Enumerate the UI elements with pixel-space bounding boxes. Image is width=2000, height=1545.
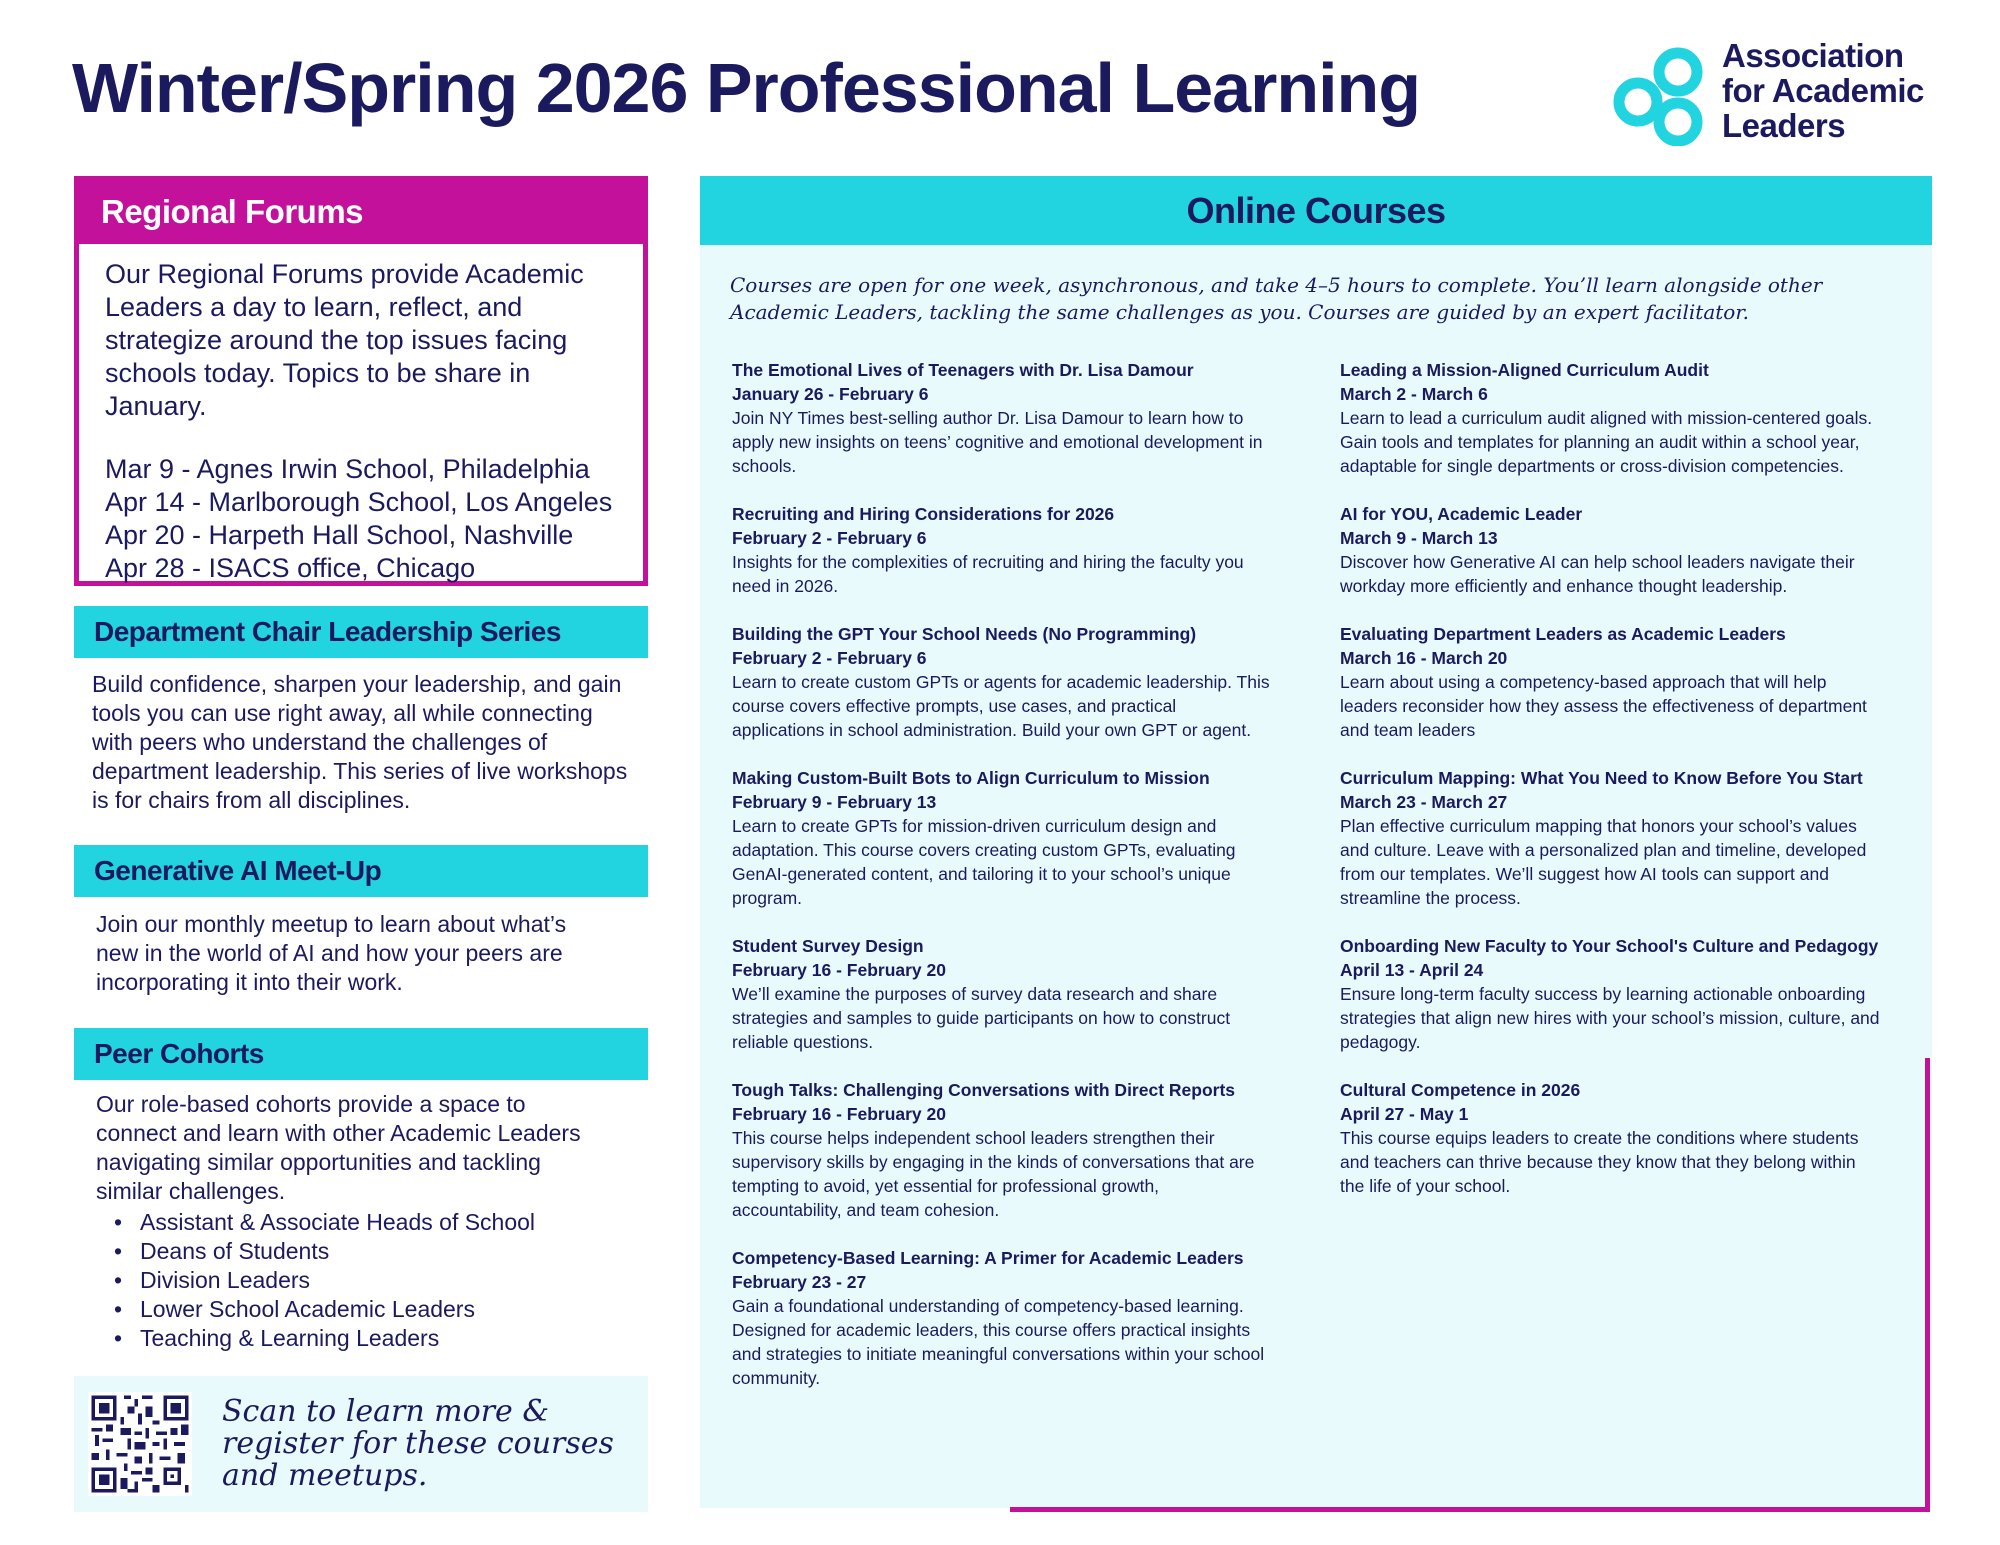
course-description: Plan effective curriculum mapping that honors your school’s values and culture. Leave with a personalized plan and timeline, developed from our templates. We’ll suggest how AI tools can support and streamline the process.	[1340, 816, 1867, 908]
course-dates: March 23 - March 27	[1340, 792, 1508, 812]
course-dates: February 16 - February 20	[732, 960, 946, 980]
course-item[interactable]	[732, 622, 1272, 742]
course-item[interactable]	[1340, 766, 1880, 910]
logo-line: Leaders	[1722, 107, 1846, 144]
course-description: Ensure long-term faculty success by learning actionable onboarding strategies that align new hires with your school’s mission, culture, and pedagogy.	[1340, 984, 1880, 1052]
forum-event: Apr 14 - Marlborough School, Los Angeles	[105, 487, 613, 517]
course-description: This course helps independent school leaders strengthen their supervisory skills by engaging in the kinds of conversations that are tempting to avoid, yet essential for professional growth, accountability, and team cohesion.	[732, 1128, 1255, 1220]
peer-cohorts-description: Our role-based cohorts provide a space to connect and learn with other Academic Leaders navigating similar opportunities and tackling similar challenges.	[96, 1091, 581, 1204]
organization-logo[interactable]	[1610, 38, 1950, 148]
dept-chair-description: Build confidence, sharpen your leadership, and gain tools you can use right away, all while connecting with peers who understand the challenges of department leadership. This series of live workshops is for chairs from all disciplines.	[92, 671, 628, 813]
regional-forums-description: Our Regional Forums provide Academic Leaders a day to learn, reflect, and strategize around the top issues facing schools today. Topics to be share in January.	[105, 259, 584, 421]
course-description: Discover how Generative AI can help school leaders navigate their workday more efficiently and enhance thought leadership.	[1340, 552, 1855, 596]
course-title: AI for YOU, Academic Leader	[1340, 504, 1583, 524]
online-courses-intro: Courses are open for one week, asynchronous, and take 4–5 hours to complete. You’ll learn alongside other Academic Leaders, tackling the same challenges as you. Courses are guided by an expert facilitator.	[730, 273, 1823, 324]
course-title: Tough Talks: Challenging Conversations with Direct Reports	[732, 1080, 1236, 1100]
page-title: Winter/Spring 2026 Professional Learning	[72, 49, 1421, 127]
qr-panel	[74, 1376, 648, 1512]
list-item: • Deans of Students	[96, 1237, 606, 1266]
course-item[interactable]	[1340, 622, 1880, 742]
course-item[interactable]	[1340, 934, 1880, 1054]
genai-description: Join our monthly meetup to learn about what’s new in the world of AI and how your peers are incorporating it into their work.	[96, 911, 567, 995]
peer-cohorts-body	[96, 1090, 606, 1353]
regional-forums-heading: Regional Forums	[79, 181, 643, 244]
online-courses-section	[700, 176, 1932, 1508]
course-column-left	[732, 358, 1272, 1414]
list-item: • Division Leaders	[96, 1266, 606, 1295]
logo-text	[1722, 38, 1924, 143]
course-item[interactable]	[732, 1078, 1272, 1222]
course-dates: March 9 - March 13	[1340, 528, 1498, 548]
peer-cohorts-heading: Peer Cohorts	[74, 1028, 648, 1080]
course-title: Evaluating Department Leaders as Academic Leaders	[1340, 624, 1786, 644]
cohort-list	[96, 1208, 606, 1353]
course-title: Building the GPT Your School Needs (No Programming)	[732, 624, 1197, 644]
course-title: The Emotional Lives of Teenagers with Dr. Lisa Damour	[732, 360, 1194, 380]
course-description: Learn about using a competency-based approach that will help leaders reconsider how they assess the effectiveness of department and team leaders	[1340, 672, 1867, 740]
course-item[interactable]	[732, 1246, 1272, 1390]
list-item: • Lower School Academic Leaders	[96, 1295, 606, 1324]
course-item[interactable]	[732, 358, 1272, 478]
accent-line-vertical	[1925, 1058, 1930, 1512]
course-title: Competency-Based Learning: A Primer for Academic Leaders	[732, 1248, 1244, 1268]
course-item[interactable]	[1340, 1078, 1880, 1198]
course-title: Onboarding New Faculty to Your School's Culture and Pedagogy	[1340, 936, 1879, 956]
course-dates: February 23 - 27	[732, 1272, 867, 1292]
list-item: • Teaching & Learning Leaders	[96, 1324, 606, 1353]
course-item[interactable]	[732, 766, 1272, 910]
forum-event: Apr 20 - Harpeth Hall School, Nashville	[105, 520, 574, 550]
course-description: Learn to lead a curriculum audit aligned with mission-centered goals. Gain tools and templates for planning an audit within a school year, adaptable for single departments or cross-division competencies.	[1340, 408, 1873, 476]
association-logo-mark-icon	[1610, 40, 1710, 146]
course-title: Leading a Mission-Aligned Curriculum Audit	[1340, 360, 1709, 380]
accent-line-horizontal	[1010, 1507, 1930, 1512]
course-description: Insights for the complexities of recruiting and hiring the faculty you need in 2026.	[732, 552, 1244, 596]
course-description: This course equips leaders to create the conditions where students and teachers can thrive because they know that they belong within the life of your school.	[1340, 1128, 1859, 1196]
course-dates: January 26 - February 6	[732, 384, 929, 404]
logo-line: for Academic	[1722, 72, 1924, 109]
course-title: Student Survey Design	[732, 936, 924, 956]
course-title: Cultural Competence in 2026	[1340, 1080, 1581, 1100]
course-description: Join NY Times best-selling author Dr. Lisa Damour to learn how to apply new insights on teens’ cognitive and emotional development in schools.	[732, 408, 1263, 476]
forum-event: Mar 9 - Agnes Irwin School, Philadelphia	[105, 454, 590, 484]
regional-forums-body	[79, 244, 643, 585]
course-column-right	[1340, 358, 1880, 1222]
course-dates: March 16 - March 20	[1340, 648, 1508, 668]
course-item[interactable]	[1340, 502, 1880, 598]
course-dates: March 2 - March 6	[1340, 384, 1488, 404]
dept-chair-heading: Department Chair Leadership Series	[74, 606, 648, 658]
online-courses-heading: Online Courses	[700, 176, 1932, 245]
course-dates: February 16 - February 20	[732, 1104, 946, 1124]
course-dates: February 2 - February 6	[732, 648, 927, 668]
qr-caption: Scan to learn more & register for these courses and meetups.	[222, 1394, 614, 1493]
logo-line: Association	[1722, 37, 1904, 74]
course-item[interactable]	[732, 934, 1272, 1054]
course-dates: April 13 - April 24	[1340, 960, 1484, 980]
course-description: Gain a foundational understanding of competency-based learning. Designed for academic leaders, this course offers practical insights and strategies to initiate meaningful conversations within your school community.	[732, 1296, 1265, 1388]
course-dates: April 27 - May 1	[1340, 1104, 1469, 1124]
course-item[interactable]	[1340, 358, 1880, 478]
list-item: • Assistant & Associate Heads of School	[96, 1208, 606, 1237]
course-title: Making Custom-Built Bots to Align Curriculum to Mission	[732, 768, 1210, 788]
course-dates: February 2 - February 6	[732, 528, 927, 548]
course-title: Curriculum Mapping: What You Need to Know Before You Start	[1340, 768, 1863, 788]
course-description: Learn to create GPTs for mission-driven curriculum design and adaptation. This course covers creating custom GPTs, evaluating GenAI-generated content, and tailoring it to your school’s unique program.	[732, 816, 1236, 908]
course-dates: February 9 - February 13	[732, 792, 937, 812]
regional-forums-section	[74, 176, 648, 586]
qr-code-icon[interactable]	[88, 1392, 192, 1496]
course-item[interactable]	[732, 502, 1272, 598]
course-description: We’ll examine the purposes of survey data research and share strategies and samples to guide participants on how to construct reliable questions.	[732, 984, 1231, 1052]
course-title: Recruiting and Hiring Considerations for 2026	[732, 504, 1115, 524]
course-description: Learn to create custom GPTs or agents for academic leadership. This course covers effective prompts, use cases, and practical applications in school administration. Build your own GPT or agent.	[732, 672, 1270, 740]
forum-event: Apr 28 - ISACS office, Chicago	[105, 553, 476, 583]
genai-heading: Generative AI Meet-Up	[74, 845, 648, 897]
